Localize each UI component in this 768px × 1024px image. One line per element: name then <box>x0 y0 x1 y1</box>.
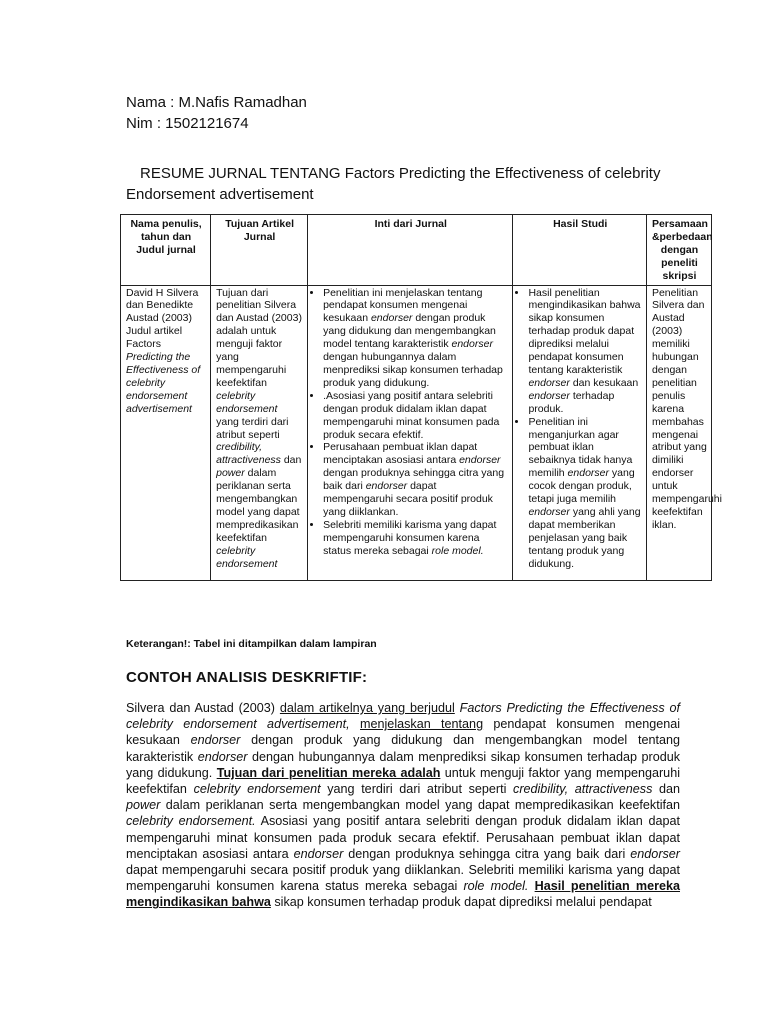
italic-phrase: endorser <box>630 846 681 861</box>
list-item <box>528 416 641 571</box>
journal-title: Predicting the Effectiveness of celebrity endorsement advertisement <box>126 351 201 415</box>
italic-phrase: credibility, attractiveness <box>513 782 653 797</box>
header-comparison: Persamaan &perbedaan dengan peneliti skripsi <box>646 215 711 286</box>
purpose-text: yang terdiri dari atribut seperti <box>216 415 289 441</box>
core-text: dengan produknya sehingga citra yang baik dari <box>323 467 505 493</box>
cell-results <box>513 285 646 581</box>
core-text: dapat mempengaruhi secara positif produk yang diiklankan. <box>323 480 493 518</box>
cell-core <box>308 285 513 581</box>
header-core: Inti dari Jurnal <box>308 215 513 286</box>
purpose-term: power <box>216 467 245 480</box>
analysis-paragraph <box>126 700 680 911</box>
bold-underlined-phrase: Hasil penelitian mereka mengindikasikan bahwa <box>126 879 680 910</box>
italic-phrase: role model. <box>463 879 529 894</box>
paragraph-text: dengan hubungannya dalam menprediksi sikap konsumen terhadap produk yang didukung. <box>126 749 681 780</box>
paragraph-text: Silvera dan Austad (2003) <box>126 701 276 715</box>
underlined-phrase: dalam artikelnya yang berjudul <box>279 701 455 715</box>
results-term: endorser <box>528 389 570 402</box>
italic-phrase: power <box>126 798 161 813</box>
results-term: endorser <box>528 376 570 389</box>
core-text: dengan produk yang didukung dan mengembangkan model tentang karakteristik <box>323 312 496 351</box>
results-text: Penelitian ini menganjurkan agar pembuat iklan sebaiknya tidak hanya memilih <box>528 415 633 480</box>
student-nim: Nim : 1502121674 <box>126 115 249 132</box>
list-item <box>528 287 641 416</box>
paragraph-text: dapat mempengaruhi secara positif produk yang diiklankan. Selebriti memiliki karisma yang dapat mempengaruhi konsumen karena status mereka sebagai <box>126 863 680 894</box>
bold-underlined-phrase: Tujuan dari penelitian mereka adalah <box>216 765 441 780</box>
core-list <box>313 287 508 558</box>
table-row <box>121 285 712 581</box>
italic-phrase: endorser <box>293 846 344 861</box>
list-item <box>323 287 508 390</box>
table-header-row <box>121 215 712 286</box>
italic-phrase: celebrity endorsement <box>193 782 321 797</box>
student-name: Nama : M.Nafis Ramadhan <box>126 94 307 111</box>
document-title <box>126 163 686 205</box>
paragraph-text: dan <box>659 782 681 797</box>
purpose-term: celebrity endorsement <box>216 389 278 415</box>
results-term: endorser <box>528 505 570 518</box>
header-author: Nama penulis, tahun dan Judul jurnal <box>121 215 211 286</box>
results-text: yang cocok dengan produk, tetapi juga memilih <box>528 467 635 506</box>
purpose-term: celebrity endorsement <box>216 544 278 570</box>
italic-phrase: endorser <box>197 749 248 764</box>
paragraph-text: Asosiasi yang positif antara selebriti dengan produk didalam iklan dapat mempengaruhi minat konsumen pada produk secara efektif. Perusahaan pembuat iklan dapat menciptakan asosiasi antara <box>126 814 681 861</box>
italic-phrase: endorser <box>190 733 241 748</box>
core-text: Penelitian ini menjelaskan tentang pendapat konsumen mengenai kesukaan <box>323 286 483 325</box>
list-item <box>323 441 508 518</box>
purpose-text: dalam periklanan serta mengembangkan model yang dapat mempredikasikan keefektifan <box>216 467 300 544</box>
paragraph-text: pendapat konsumen mengenai kesukaan <box>126 717 681 748</box>
paragraph-text: sikap konsumen terhadap produk dapat diprediksi melalui pendapat <box>274 895 652 910</box>
core-term: endorser <box>370 312 413 325</box>
results-text: yang ahli yang dapat memberikan penjelasan yang baik tentang produk yang didukung. <box>528 505 641 570</box>
header-results: Hasil Studi <box>513 215 646 286</box>
paragraph-text: dengan produk yang didukung dan mengembangkan model tentang karakteristik <box>126 733 680 764</box>
italic-phrase: Factors Predicting the Effectiveness of celebrity endorsement advertisement, <box>126 701 681 732</box>
purpose-text: Tujuan dari penelitian Silvera dan Austad (2003) adalah untuk menguji faktor yang mempengaruhi keefektifan <box>216 286 302 389</box>
results-text: Hasil penelitian mengindikasikan bahwa sikap konsumen terhadap produk dapat diprediksi melalui pendapat konsumen tentang karakteristik <box>528 286 641 376</box>
title-line-1: RESUME JURNAL TENTANG Factors Predicting the Effectiveness of celebrity <box>140 165 661 182</box>
header-purpose: Tujuan Artikel Jurnal <box>211 215 308 286</box>
paragraph-text: dalam periklanan serta mengembangkan model yang dapat mempredikasikan keefektifan <box>165 798 681 813</box>
table-note: Keterangan!: Tabel ini ditampilkan dalam lampiran <box>126 638 377 650</box>
paragraph-text: untuk menguji faktor yang mempengaruhi keefektifan <box>126 765 680 797</box>
cell-author <box>121 285 211 581</box>
cell-purpose <box>211 285 308 581</box>
results-text: terhadap produk. <box>528 389 615 415</box>
resume-table <box>120 214 722 581</box>
core-text: .Asosiasi yang positif antara selebriti dengan produk didalam iklan dapat mempengaruhi minat konsumen pada produk secara efektif. <box>323 389 500 441</box>
results-list <box>518 287 641 571</box>
author-text: David H Silvera dan Benedikte Austad (2003) Judul artikel Factors <box>126 286 199 351</box>
purpose-term: credibility, attractiveness <box>216 441 281 467</box>
paragraph-text: yang terdiri dari atribut seperti <box>327 782 507 797</box>
title-line-2: Endorsement advertisement <box>126 186 314 203</box>
cell-comparison: Penelitian Silvera dan Austad (2003) memiliki hubungan dengan penelitian penulis karena membahas mengenai atribut yang dimiliki endorser untuk mempengaruhi keefektifan iklan. <box>646 285 711 581</box>
core-text: dengan hubungannya dalam menprediksi sikap konsumen terhadap produk yang didukung. <box>323 351 503 389</box>
list-item <box>323 390 508 442</box>
core-text: Selebriti memiliki karisma yang dapat mempengaruhi konsumen karena status mereka sebagai <box>323 518 497 557</box>
paragraph-text: dengan produknya sehingga citra yang baik dari <box>348 846 626 861</box>
core-term: endorser <box>365 480 408 493</box>
core-term: endorser <box>451 338 493 351</box>
core-text: Perusahaan pembuat iklan dapat menciptakan asosiasi antara <box>323 441 478 467</box>
core-term: endorser <box>459 454 501 467</box>
results-term: endorser <box>567 467 609 480</box>
student-info <box>126 92 307 134</box>
purpose-text: dan <box>283 454 302 467</box>
results-text: dan kesukaan <box>572 376 639 389</box>
underlined-phrase: menjelaskan tentang <box>360 717 484 732</box>
core-term: role model. <box>431 544 484 557</box>
list-item <box>323 519 508 558</box>
section-heading: CONTOH ANALISIS DESKRIFTIF: <box>126 669 368 686</box>
italic-phrase: celebrity endorsement. <box>126 814 256 829</box>
